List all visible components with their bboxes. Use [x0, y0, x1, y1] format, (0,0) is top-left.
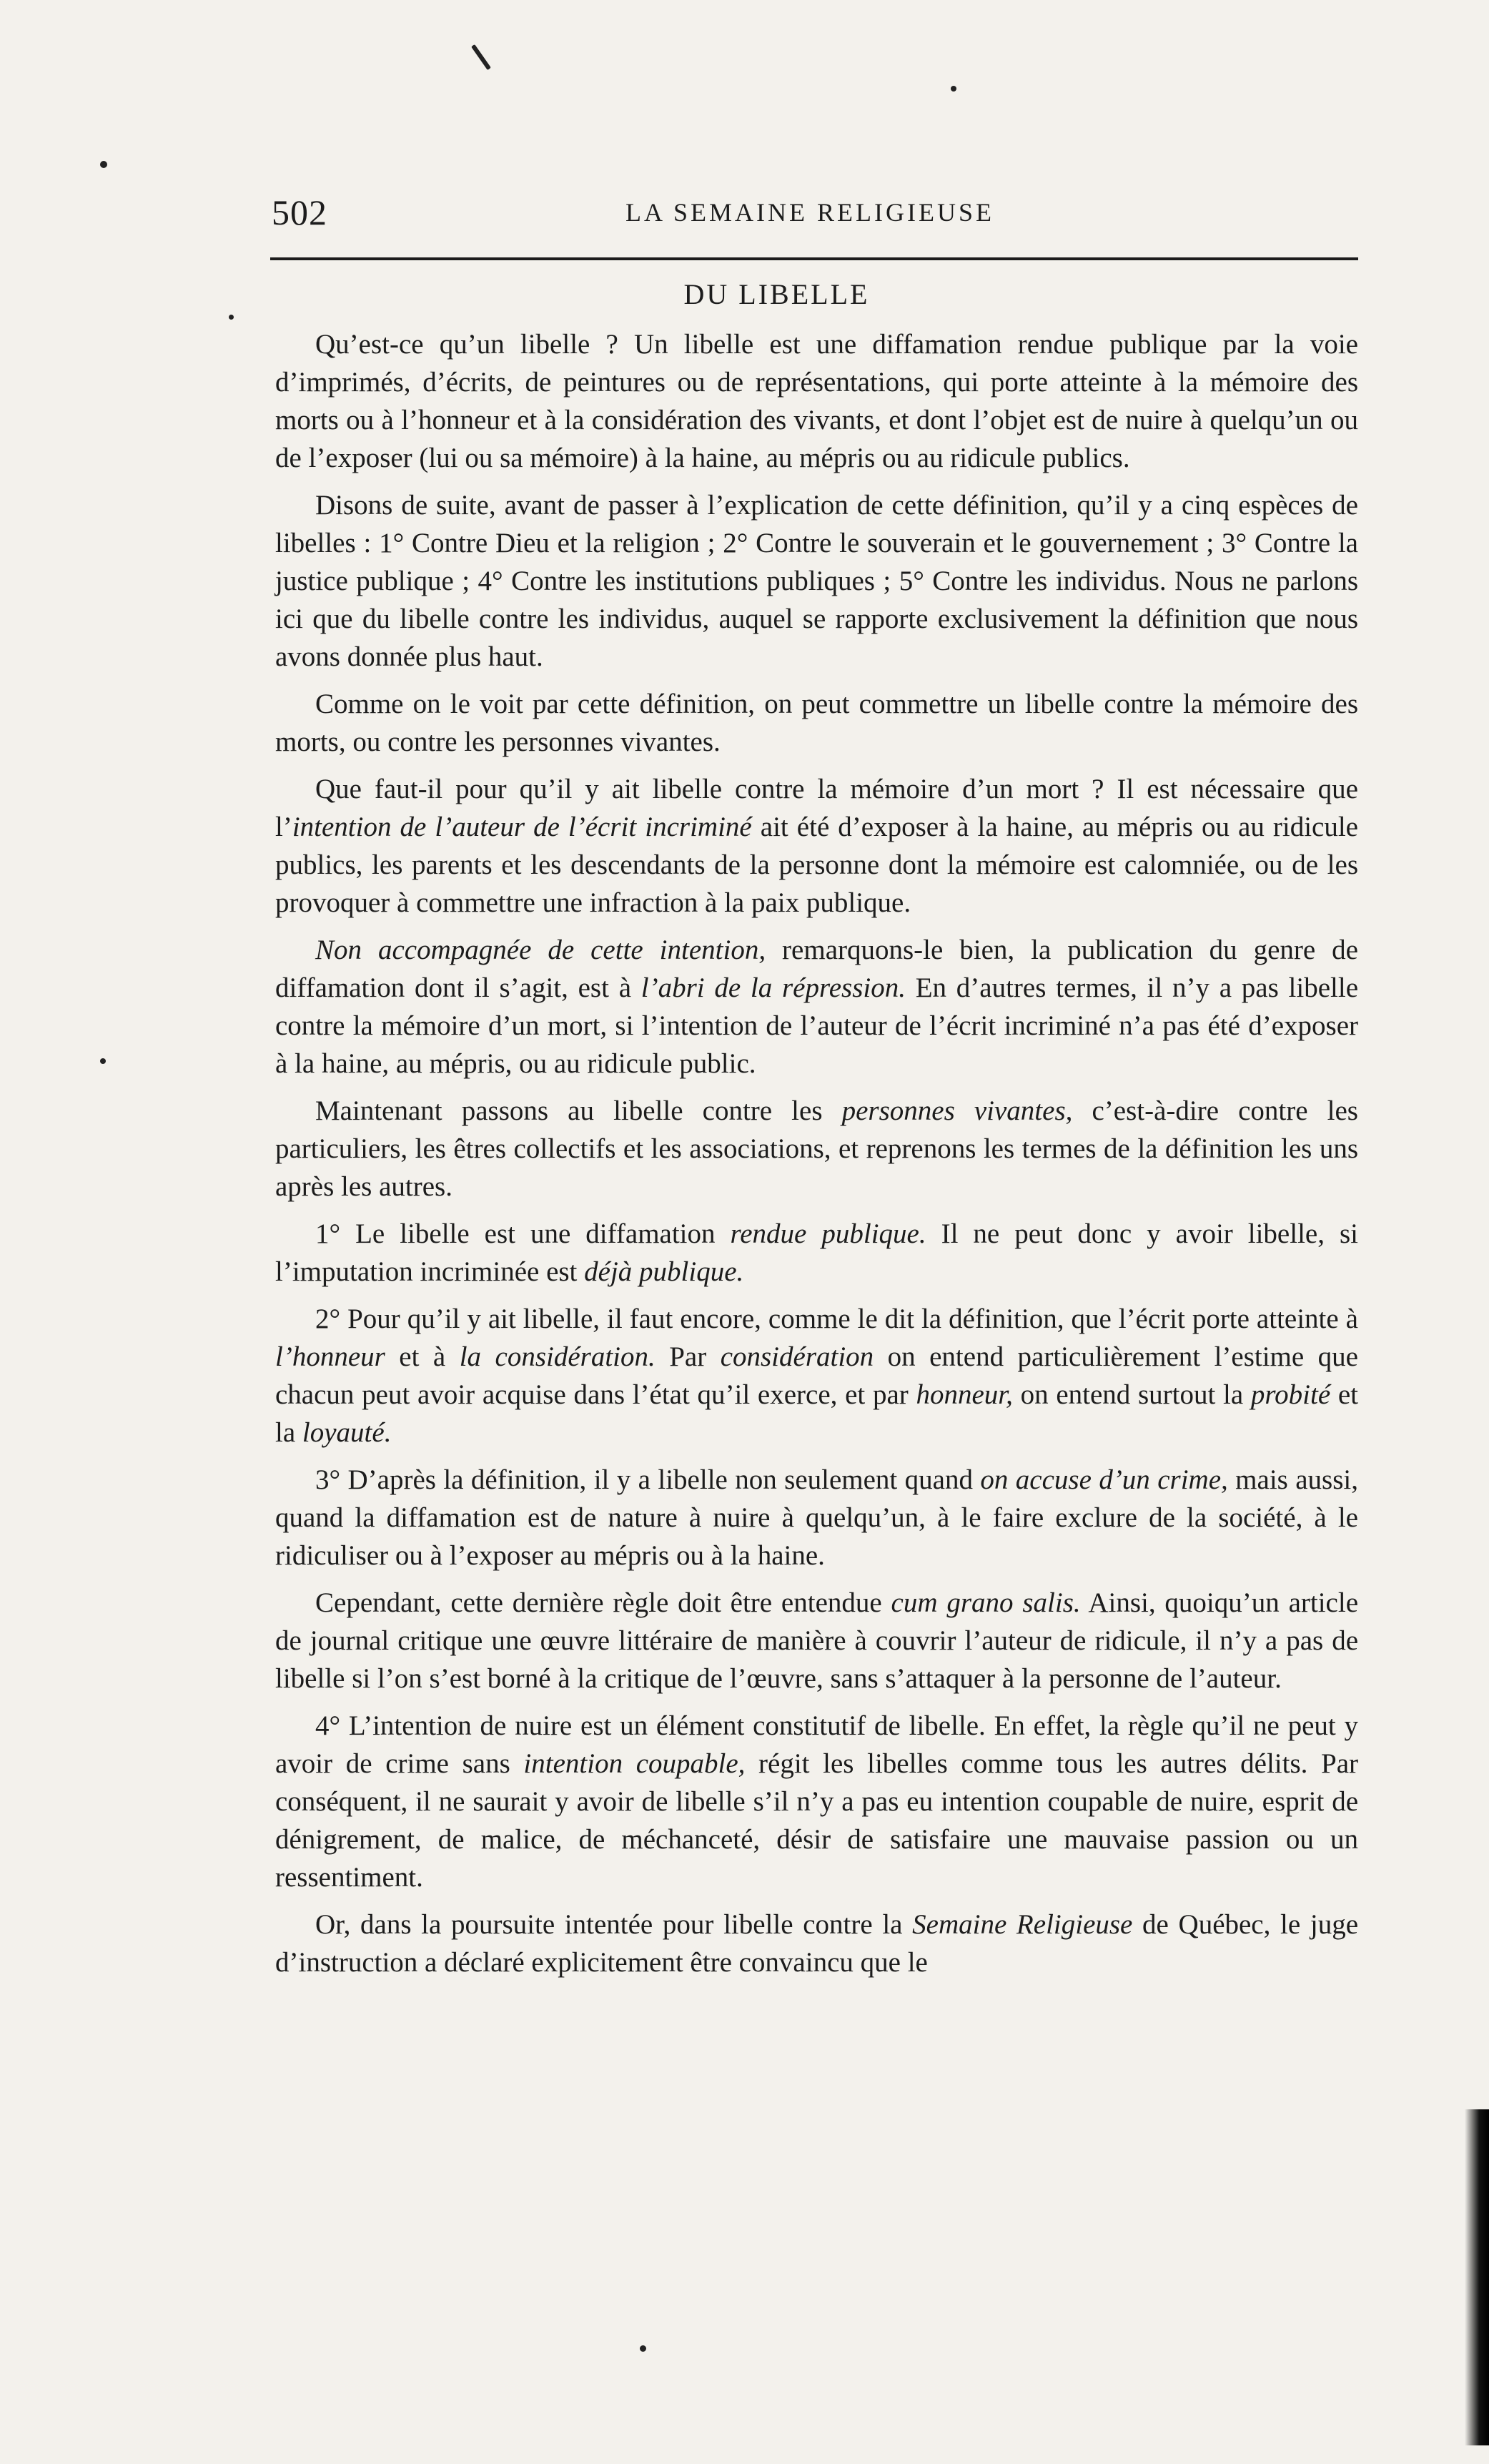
text-run: En d’autres termes, il n’y a pas libelle contre la mémoire d’un mort, si l’intention de l’auteur de l’écrit incriminé n’a pas été d’exposer à la haine, au mépris, ou au ridicule public. — [275, 972, 1358, 1079]
paragraph — [275, 770, 1358, 922]
text-run: Que faut-il pour qu’il y ait libelle contre la mémoire d’un mort ? Il est nécessaire que l’ — [275, 774, 1358, 842]
paragraph — [275, 1092, 1358, 1206]
italic-text: la considération. — [459, 1341, 656, 1372]
italic-text: l’abri de la répression. — [640, 972, 906, 1003]
paragraph — [275, 1215, 1358, 1291]
page-number: 502 — [272, 192, 327, 232]
italic-text: Semaine Religieuse — [912, 1909, 1133, 1940]
scan-speck — [640, 2345, 646, 2352]
text-run: on entend surtout la — [1012, 1379, 1251, 1410]
paragraph — [275, 685, 1358, 761]
text-run: remarquons-le bien, la publication du genre de diffamation dont il s’agit, est à — [275, 935, 1358, 1003]
scan-speck — [229, 315, 234, 320]
text-run: Comme on le voit par cette définition, on peut commettre un libelle contre la mémoire des morts, ou contre les personnes vivantes. — [275, 689, 1358, 757]
italic-text: probité — [1250, 1379, 1331, 1410]
article-body — [275, 325, 1358, 1991]
paragraph — [275, 325, 1358, 477]
paragraph — [275, 931, 1358, 1083]
italic-text: intention coupable, — [523, 1748, 746, 1779]
text-run: Cependant, cette dernière règle doit être entendue — [315, 1587, 891, 1618]
paragraph — [275, 1461, 1358, 1575]
text-run: Disons de suite, avant de passer à l’explication de cette définition, qu’il y a cinq espèces de libelles : 1° Contre Dieu et la religion ; 2° Contre le souverain et le gouvernement ; 3° Contre la justice publique ; 4° Contre les institutions publiques ; 5° Contre les individus. Nous ne parlons ici que du libelle contre les individus, auquel se rapporte exclusivement la définition que nous avons donnée plus haut. — [275, 490, 1358, 672]
italic-text: cum grano salis. — [891, 1587, 1081, 1618]
section-title: DU LIBELLE — [683, 278, 870, 310]
page-edge-shadow — [1465, 2109, 1489, 2445]
text-run: régit les libelles comme tous les autres délits. Par conséquent, il ne saurait y avoir de libelle s’il n’y a pas eu intention coupable de nuire, esprit de dénigrement, de malice, de méchanceté, désir de satisfaire une mauvaise passion ou un ressentiment. — [275, 1748, 1359, 1893]
text-run: Ainsi, quoiqu’un article de journal critique une œuvre littéraire de manière à couvrir l’auteur de ridicule, il n’y a pas de libelle si l’on s’est borné à la critique de l’œuvre, sans s’attaquer à la personne de l’auteur. — [275, 1587, 1358, 1694]
text-run: Maintenant passons au libelle contre les — [315, 1095, 842, 1126]
text-run: 3° D’après la définition, il y a libelle non seulement quand — [315, 1464, 981, 1495]
paragraph — [275, 1300, 1358, 1452]
text-run: 2° Pour qu’il y ait libelle, il faut encore, comme le dit la définition, que l’écrit porte atteinte à — [315, 1304, 1358, 1334]
italic-text: déjà publique. — [584, 1256, 744, 1287]
italic-text: l’honneur — [275, 1341, 385, 1372]
italic-text: intention de l’auteur de l’écrit incriminé — [292, 812, 752, 842]
scan-speck — [951, 86, 956, 92]
text-run: Il ne peut donc y avoir libelle, si l’imputation incriminée est — [275, 1218, 1358, 1287]
text-run: ait été d’exposer à la haine, au mépris ou au ridicule publics, les parents et les descendants de la personne dont la mémoire est calomniée, ou de les provoquer à commettre une infraction à la paix publique. — [275, 812, 1358, 918]
text-run: 4° L’intention de nuire est un élément constitutif de libelle. En effet, la règle qu’il ne peut y avoir de crime sans — [275, 1710, 1358, 1779]
text-run: et la — [275, 1379, 1358, 1448]
running-title: LA SEMAINE RELIGIEUSE — [625, 198, 994, 227]
paragraph — [275, 486, 1358, 676]
text-run: 1° Le libelle est une diffamation — [315, 1218, 731, 1249]
text-run: Or, dans la poursuite intentée pour libelle contre la — [315, 1909, 913, 1940]
page-header — [272, 192, 1358, 242]
scan-speck — [100, 1058, 106, 1064]
paragraph — [275, 1906, 1358, 1981]
italic-text: loyauté. — [302, 1417, 392, 1448]
text-run: et à — [385, 1341, 460, 1372]
text-run: c’est-à-dire contre les particuliers, les êtres collectifs et les associations, et reprenons les termes de la définition les uns après les autres. — [275, 1095, 1358, 1202]
italic-text: personnes vivantes, — [841, 1095, 1073, 1126]
text-run: mais aussi, quand la diffamation est de nature à nuire à quelqu’un, à le faire exclure de la société, à le ridiculiser ou à l’exposer au mépris ou à la haine. — [275, 1464, 1358, 1571]
italic-text: considération — [720, 1341, 874, 1372]
italic-text: Non accompagnée de cette intention, — [315, 935, 766, 965]
text-run: de Québec, le juge d’instruction a déclaré explicitement être convaincu que le — [275, 1909, 1359, 1978]
paragraph — [275, 1584, 1358, 1697]
italic-text: honneur, — [916, 1379, 1013, 1410]
text-run: Par — [655, 1341, 721, 1372]
text-run: Qu’est-ce qu’un libelle ? Un libelle est une diffamation rendue publique par la voie d’imprimés, d’écrits, de peintures ou de représentations, qui porte atteinte à la mémoire des morts ou à l’honneur et à la considération des vivants, et dont l’objet est de nuire à quelqu’un ou de l’exposer (lui ou sa mémoire) à la haine, au mépris ou au ridicule publics. — [275, 329, 1358, 473]
header-rule — [270, 257, 1358, 260]
scan-speck — [100, 161, 107, 168]
scan-speck — [471, 44, 491, 70]
italic-text: on accuse d’un crime, — [980, 1464, 1228, 1495]
italic-text: rendue publique. — [730, 1218, 926, 1249]
paragraph — [275, 1707, 1358, 1896]
text-run: on entend particulièrement l’estime que chacun peut avoir acquise dans l’état qu’il exerce, et par — [275, 1341, 1358, 1410]
